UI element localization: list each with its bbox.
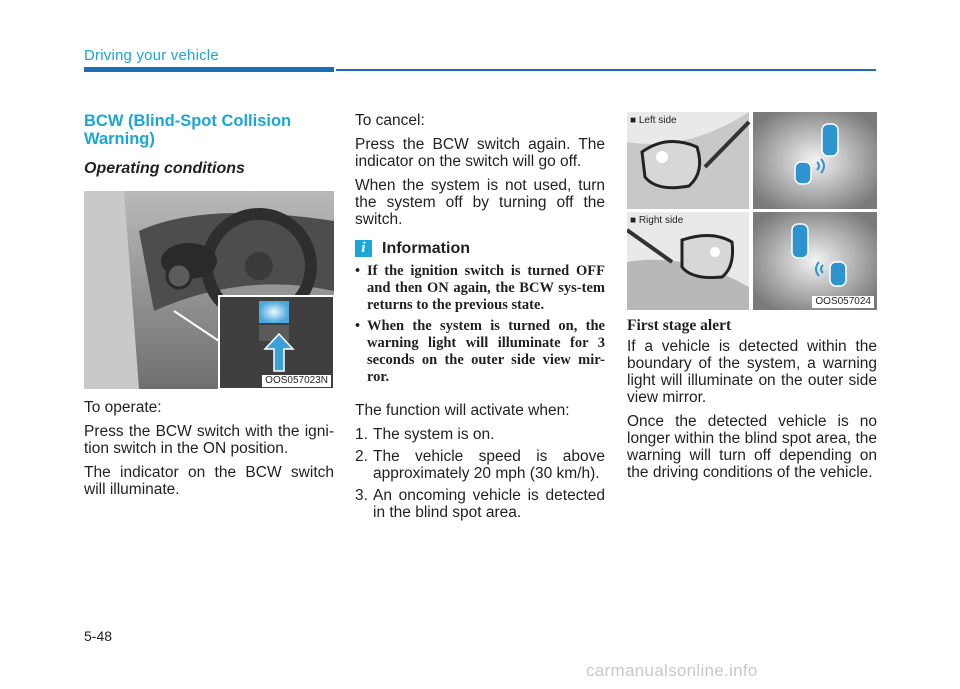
left-side-label: ■ Left side [630, 115, 677, 126]
column-3 [627, 112, 877, 488]
info-icon: i [355, 240, 372, 257]
page-number: 5-48 [84, 628, 113, 644]
header-bar [84, 67, 334, 72]
blind-spot-figure [627, 112, 877, 310]
operate-paragraph-1: Press the BCW switch with the igni-tion switch in the ON position. [84, 423, 334, 457]
operate-paragraph-2: The indicator on the BCW switch will illuminate. [84, 464, 334, 498]
figure-code: OOS057024 [812, 296, 874, 308]
header-rule [336, 69, 876, 71]
information-title: Information [382, 240, 470, 257]
list-item: 2. The vehicle speed is above approximately 20 mph (30 km/h). [355, 448, 605, 482]
watermark: carmanualsonline.info [586, 661, 758, 680]
figure-code: OOS057023N [262, 375, 331, 387]
column-1 [84, 112, 334, 505]
stage-paragraph-1: If a vehicle is detected within the boundary of the system, a warning light will illuminate on the outer side view mirror. [627, 338, 877, 406]
mirror-and-radar-illustration [627, 112, 877, 310]
cancel-paragraph-2: When the system is not used, turn the system off by turning off the switch. [355, 177, 605, 228]
cancel-paragraph-1: Press the BCW switch again. The indicator on the switch will go off. [355, 136, 605, 170]
info-bullet: • If the ignition switch is turned OFF and then ON again, the BCW sys-tem returns to the previous state. [355, 263, 605, 313]
information-header [355, 240, 605, 257]
right-side-label: ■ Right side [630, 215, 684, 226]
activate-heading: The function will activate when: [355, 402, 570, 419]
list-item: 1. The system is on. [355, 426, 495, 443]
running-header: Driving your vehicle [84, 47, 219, 64]
cancel-heading: To cancel: [355, 112, 425, 129]
section-title: BCW (Blind-Spot Collision Warning) [84, 112, 292, 148]
column-2 [355, 112, 605, 526]
bcw-switch-figure [84, 191, 334, 389]
dashboard-illustration [84, 191, 334, 389]
operate-heading: To operate: [84, 399, 162, 416]
info-bullet: • When the system is turned on, the warning light will illuminate for 3 seconds on the outer side view mir-ror. [355, 318, 605, 385]
stage-paragraph-2: Once the detected vehicle is no longer within the blind spot area, the warning will turn off depending on the driving conditions of the vehicle. [627, 413, 877, 481]
subsection-title: Operating conditions [84, 160, 245, 177]
first-stage-alert-title: First stage alert [627, 317, 732, 334]
list-item: 3. An oncoming vehicle is detected in the blind spot area. [355, 487, 605, 521]
